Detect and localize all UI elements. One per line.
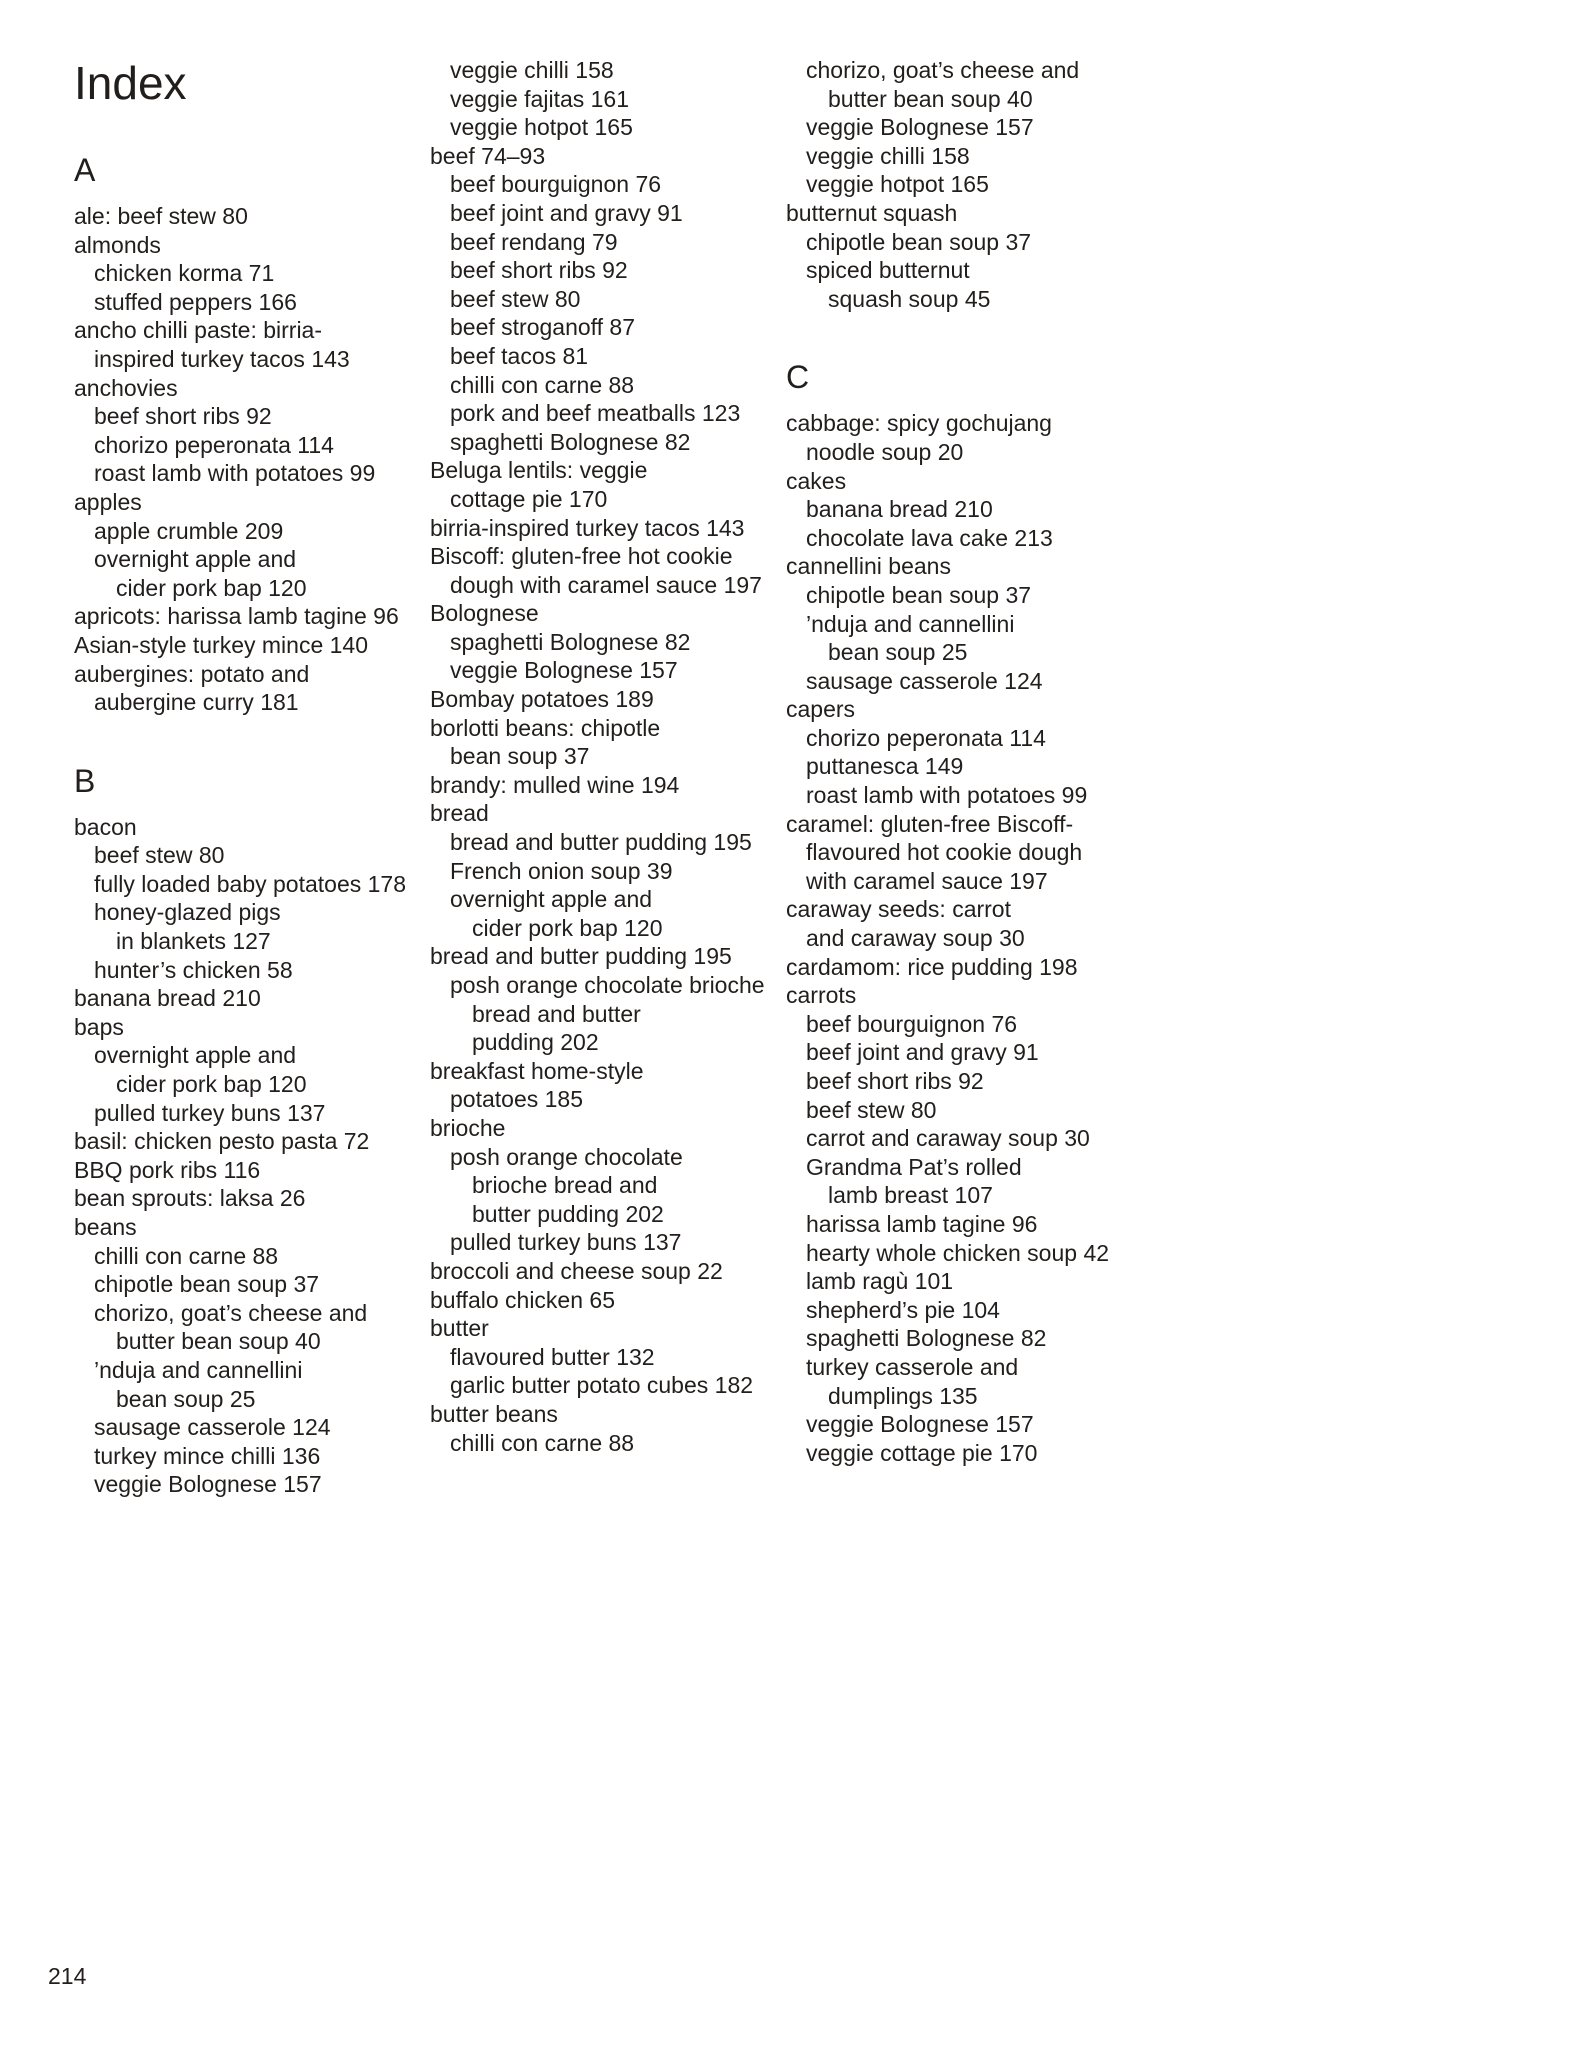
index-column-3-items [786, 56, 1142, 1467]
index-column-1 [74, 56, 430, 1499]
index-subentry: bread and butter [472, 1000, 641, 1027]
index-subentry: turkey casserole and [806, 1353, 1019, 1380]
index-subentry: butter pudding 202 [472, 1200, 664, 1227]
index-subentry: chicken korma 71 [94, 260, 275, 287]
index-entry: bread and butter pudding 195 [430, 943, 732, 970]
index-subentry: cider pork bap 120 [116, 574, 307, 601]
index-subentry: puttanesca 149 [806, 753, 964, 780]
index-subentry: sausage casserole 124 [94, 1414, 331, 1441]
index-entry: anchovies [74, 374, 178, 401]
index-subentry: bread and butter pudding 195 [450, 829, 752, 856]
index-subentry: posh orange chocolate [450, 1143, 683, 1170]
index-entry: breakfast home-style [430, 1057, 644, 1084]
index-subentry: beef bourguignon 76 [450, 171, 662, 198]
section-heading-b: B [74, 762, 96, 799]
index-entry: bean sprouts: laksa 26 [74, 1185, 306, 1212]
index-subentry: beef bourguignon 76 [806, 1010, 1018, 1037]
index-entry: Beluga lentils: veggie [430, 457, 648, 484]
index-entry: aubergines: potato and [74, 660, 310, 687]
index-subentry: and caraway soup 30 [806, 925, 1025, 952]
index-subentry: garlic butter potato cubes 182 [450, 1372, 754, 1399]
index-subentry: chorizo, goat’s cheese and [806, 57, 1080, 83]
index-subentry: lamb breast 107 [828, 1182, 993, 1209]
index-entry: apricots: harissa lamb tagine 96 [74, 603, 399, 630]
index-entry: borlotti beans: chipotle [430, 714, 661, 741]
index-entry: banana bread 210 [74, 985, 261, 1012]
section-heading-a: A [74, 152, 96, 188]
index-subentry: beef stew 80 [94, 842, 225, 869]
index-subentry: noodle soup 20 [806, 438, 964, 465]
index-subentry: in blankets 127 [116, 928, 271, 955]
index-entry: cabbage: spicy gochujang [786, 410, 1052, 437]
index-entry: almonds [74, 231, 161, 258]
index-subentry: overnight apple and [450, 886, 653, 913]
index-subentry: carrot and caraway soup 30 [806, 1125, 1090, 1152]
index-entry: ancho chilli paste: birria- [74, 317, 323, 344]
index-subentry: chilli con carne 88 [450, 1429, 635, 1456]
index-entry: brioche [430, 1114, 506, 1141]
index-subentry: dumplings 135 [828, 1382, 978, 1409]
index-column-2 [430, 56, 786, 1457]
index-subentry: beef stroganoff 87 [450, 314, 635, 341]
index-entry: Asian-style turkey mince 140 [74, 631, 369, 658]
index-columns [74, 56, 1575, 1499]
index-subentry: pork and beef meatballs 123 [450, 400, 741, 427]
index-subentry: aubergine curry 181 [94, 689, 299, 716]
index-subentry: flavoured hot cookie dough [806, 839, 1083, 866]
index-entry: Biscoff: gluten-free hot cookie [430, 543, 733, 570]
page-title: Index [74, 57, 187, 109]
index-subentry: veggie hotpot 165 [450, 114, 633, 141]
index-subentry: brioche bread and [472, 1172, 658, 1199]
index-subentry: stuffed peppers 166 [94, 288, 297, 315]
page-number: 214 [48, 1963, 87, 1989]
index-column-3 [786, 56, 1142, 1467]
index-subentry: chorizo, goat’s cheese and [94, 1299, 368, 1326]
index-subentry: shepherd’s pie 104 [806, 1296, 1000, 1323]
index-subentry: cider pork bap 120 [472, 914, 663, 941]
index-subentry: veggie cottage pie 170 [806, 1439, 1038, 1466]
index-subentry: turkey mince chilli 136 [94, 1442, 321, 1469]
index-entry: ale: beef stew 80 [74, 203, 248, 229]
index-subentry: beef rendang 79 [450, 228, 618, 255]
index-entry: cannellini beans [786, 553, 951, 580]
index-subentry: beef short ribs 92 [806, 1068, 984, 1094]
index-subentry: lamb ragù 101 [806, 1268, 954, 1295]
index-entry: beans [74, 1214, 137, 1240]
index-subentry: beef short ribs 92 [94, 403, 272, 430]
index-subentry: banana bread 210 [806, 496, 993, 523]
index-subentry: overnight apple and [94, 1042, 297, 1069]
index-subentry: spaghetti Bolognese 82 [450, 628, 691, 655]
index-subentry: fully loaded baby potatoes 178 [94, 870, 407, 897]
index-subentry: beef joint and gravy 91 [450, 199, 683, 226]
index-subentry: posh orange chocolate brioche [450, 972, 765, 998]
index-subentry: roast lamb with potatoes 99 [806, 782, 1088, 809]
section-heading-c: C [786, 359, 810, 396]
index-subentry: Grandma Pat’s rolled [806, 1153, 1022, 1180]
index-subentry: butter bean soup 40 [116, 1328, 321, 1355]
index-subentry: pulled turkey buns 137 [450, 1229, 682, 1256]
index-subentry: veggie Bolognese 157 [806, 1411, 1034, 1438]
index-subentry: overnight apple and [94, 546, 297, 573]
index-subentry: veggie Bolognese 157 [94, 1471, 322, 1498]
index-subentry: chipotle bean soup 37 [94, 1271, 320, 1298]
index-subentry: flavoured butter 132 [450, 1343, 655, 1370]
index-subentry: butter bean soup 40 [828, 85, 1033, 112]
index-entry: broccoli and cheese soup 22 [430, 1257, 723, 1284]
index-subentry: potatoes 185 [450, 1086, 584, 1113]
index-subentry: ’nduja and cannellini [806, 610, 1015, 637]
index-subentry: spiced butternut [806, 257, 970, 284]
index-entry: Bolognese [430, 600, 539, 627]
index-entry: bacon [74, 813, 137, 840]
index-entry: buffalo chicken 65 [430, 1286, 615, 1313]
index-entry: butternut squash [786, 199, 958, 226]
index-subentry: spaghetti Bolognese 82 [450, 428, 691, 455]
index-subentry: French onion soup 39 [450, 857, 673, 884]
index-subentry: chorizo peperonata 114 [94, 431, 334, 458]
index-subentry: chipotle bean soup 37 [806, 581, 1032, 608]
index-column-2-items [430, 56, 786, 1457]
index-subentry: veggie chilli 158 [806, 142, 970, 169]
index-entry: cakes [786, 467, 847, 494]
index-subentry: pulled turkey buns 137 [94, 1099, 326, 1126]
index-subentry: chocolate lava cake 213 [806, 524, 1053, 551]
index-subentry: chipotle bean soup 37 [806, 228, 1032, 255]
index-entry: caraway seeds: carrot [786, 896, 1011, 923]
index-entry: birria-inspired turkey tacos 143 [430, 514, 745, 541]
index-entry: apples [74, 488, 142, 515]
index-entry: bread [430, 800, 489, 827]
index-entry: brandy: mulled wine 194 [430, 771, 680, 798]
index-subentry: beef joint and gravy 91 [806, 1039, 1039, 1066]
index-subentry: pudding 202 [472, 1029, 599, 1056]
index-subentry: beef stew 80 [806, 1096, 937, 1123]
index-entry: carrots [786, 982, 857, 1009]
index-subentry: sausage casserole 124 [806, 667, 1043, 694]
index-subentry: cider pork bap 120 [116, 1071, 307, 1098]
index-subentry: spaghetti Bolognese 82 [806, 1325, 1047, 1352]
index-subentry: veggie Bolognese 157 [806, 114, 1034, 141]
index-subentry: veggie hotpot 165 [806, 171, 989, 198]
index-subentry: veggie Bolognese 157 [450, 657, 678, 684]
index-entry: beef 74–93 [430, 142, 546, 169]
index-subentry: bean soup 37 [450, 743, 590, 770]
index-subentry: beef tacos 81 [450, 342, 589, 369]
index-subentry: bean soup 25 [828, 639, 968, 666]
index-entry: butter [430, 1315, 489, 1342]
index-subentry: veggie fajitas 161 [450, 85, 630, 112]
index-subentry: squash soup 45 [828, 285, 991, 312]
index-entry: baps [74, 1013, 124, 1040]
index-entry: caramel: gluten-free Biscoff- [786, 810, 1074, 837]
index-subentry: roast lamb with potatoes 99 [94, 460, 376, 487]
index-subentry: cottage pie 170 [450, 485, 608, 512]
index-subentry: chilli con carne 88 [94, 1242, 279, 1269]
index-entry: basil: chicken pesto pasta 72 [74, 1128, 370, 1155]
index-entry: BBQ pork ribs 116 [74, 1156, 261, 1183]
index-column-1-items [74, 150, 430, 1499]
index-entry: Bombay potatoes 189 [430, 686, 654, 713]
index-subentry: ’nduja and cannellini [94, 1356, 303, 1383]
index-subentry: apple crumble 209 [94, 517, 284, 544]
index-entry: butter beans [430, 1400, 558, 1427]
index-entry: capers [786, 696, 856, 723]
index-subentry: beef stew 80 [450, 285, 581, 312]
index-subentry: chorizo peperonata 114 [806, 724, 1046, 751]
index-subentry: bean soup 25 [116, 1385, 256, 1412]
index-subentry: honey-glazed pigs [94, 899, 281, 926]
index-subentry: with caramel sauce 197 [806, 867, 1048, 894]
index-subentry: inspired turkey tacos 143 [94, 345, 350, 372]
index-subentry: hunter’s chicken 58 [94, 956, 293, 983]
index-subentry: beef short ribs 92 [450, 257, 628, 284]
index-entry: cardamom: rice pudding 198 [786, 953, 1078, 980]
index-subentry: dough with caramel sauce 197 [450, 571, 762, 598]
index-subentry: harissa lamb tagine 96 [806, 1210, 1038, 1237]
index-subentry: hearty whole chicken soup 42 [806, 1239, 1110, 1266]
index-subentry: veggie chilli 158 [450, 57, 614, 83]
index-subentry: chilli con carne 88 [450, 371, 635, 398]
